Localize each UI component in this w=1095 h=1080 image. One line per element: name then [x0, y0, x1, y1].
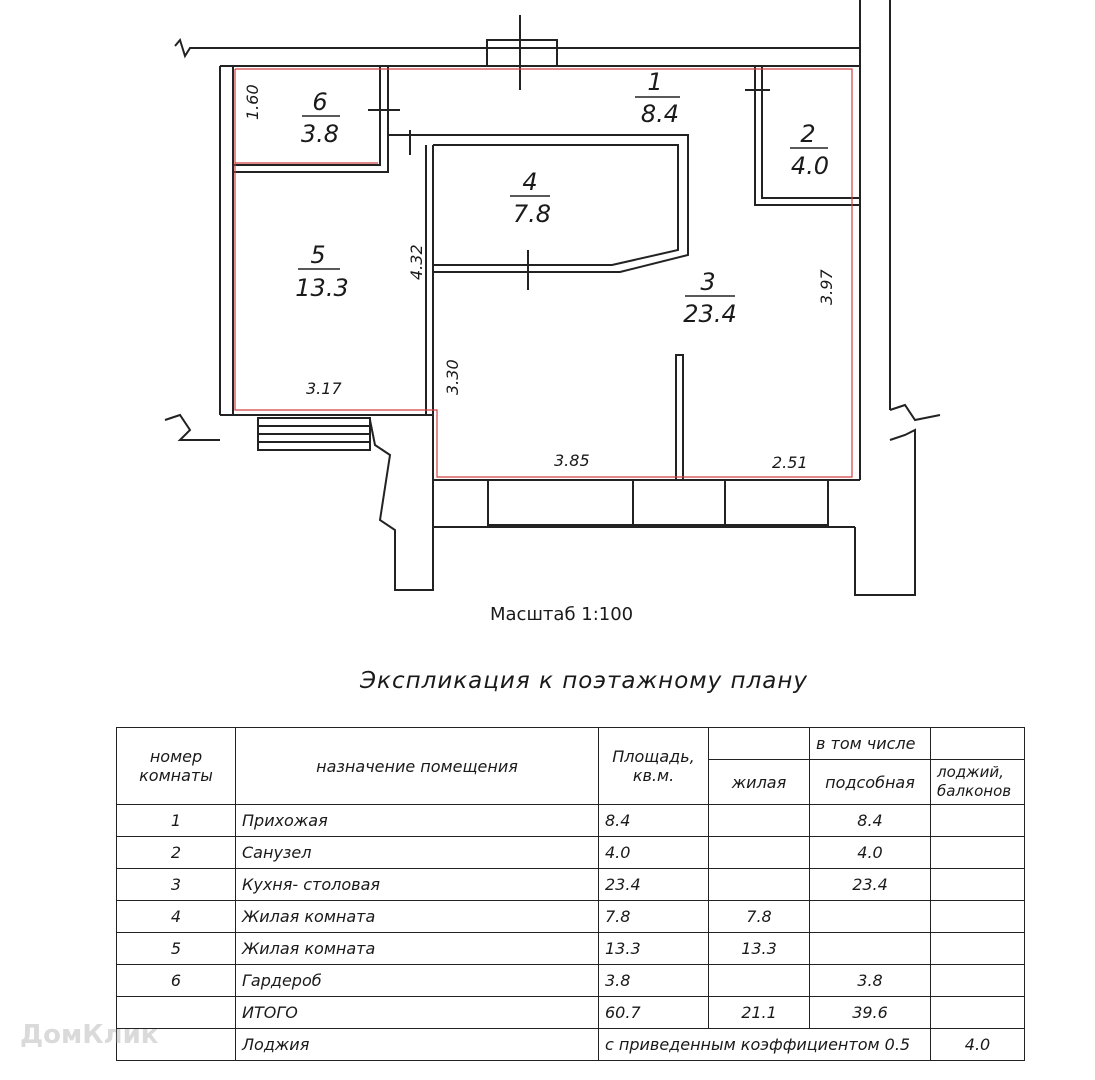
table-row [117, 901, 1025, 933]
cell-living: 7.8 [709, 901, 810, 933]
loggia-label: Лоджия [236, 1029, 599, 1061]
header-purpose: назначение помещения [236, 728, 599, 805]
cell-loggia [931, 837, 1025, 869]
wall-top-outer [175, 40, 860, 56]
cell-num: 2 [117, 837, 236, 869]
cell-name: Жилая комната [236, 901, 599, 933]
cell-aux: 4.0 [810, 837, 931, 869]
cell-living: 13.3 [709, 933, 810, 965]
header-empty [709, 728, 810, 760]
cell-loggia [931, 869, 1025, 901]
table-row [117, 933, 1025, 965]
window-3 [725, 480, 828, 525]
cell-aux: 3.8 [810, 965, 931, 997]
cell-area: 8.4 [599, 805, 709, 837]
cell-loggia [931, 965, 1025, 997]
cell-name: Гардероб [236, 965, 599, 997]
loggia-note: с приведенным коэффициентом 0.5 [599, 1029, 931, 1061]
cell-living [709, 869, 810, 901]
cell-living [709, 805, 810, 837]
room-area-6: 3.8 [300, 120, 340, 148]
wall-bottom-outer [370, 420, 433, 590]
cell-area: 4.0 [599, 837, 709, 869]
cell-num: 6 [117, 965, 236, 997]
plan-scale: Масштаб 1:100 [490, 604, 634, 625]
dim-3-30: 3.30 [443, 359, 462, 395]
dim-2-51: 2.51 [772, 453, 808, 472]
table-header-row-1 [117, 728, 1025, 760]
header-including: в том числе [810, 728, 931, 760]
cell-aux: 8.4 [810, 805, 931, 837]
wall-opening-top [487, 40, 557, 66]
total-aux: 39.6 [810, 997, 931, 1029]
room-area-1: 8.4 [640, 100, 680, 128]
cell-loggia [931, 901, 1025, 933]
watermark-text: ДомКлик [20, 1020, 159, 1050]
room-num-2: 2 [800, 120, 816, 148]
window-1 [488, 480, 633, 525]
table-row [117, 837, 1025, 869]
cell-empty [931, 997, 1025, 1029]
dim-3-85: 3.85 [554, 451, 590, 470]
cell-name: Прихожая [236, 805, 599, 837]
loggia-value: 4.0 [931, 1029, 1025, 1061]
table-row [117, 869, 1025, 901]
header-living: жилая [709, 760, 810, 805]
kitchen-partition [676, 355, 683, 480]
loggia-row [117, 1029, 1025, 1061]
header-auxiliary: подсобная [810, 760, 931, 805]
cell-num: 4 [117, 901, 236, 933]
room-area-2: 4.0 [790, 152, 830, 180]
cell-name: Жилая комната [236, 933, 599, 965]
cell-name: Кухня- столовая [236, 869, 599, 901]
dim-3-97: 3.97 [817, 269, 836, 305]
cell-num: 5 [117, 933, 236, 965]
wall-loggia-break [165, 415, 220, 440]
room-area-4: 7.8 [512, 200, 552, 228]
cell-living [709, 837, 810, 869]
cell-aux [810, 901, 931, 933]
wall-room4-inner [433, 145, 678, 265]
header-loggias: лоджий, балконов [931, 760, 1025, 805]
cell-loggia [931, 805, 1025, 837]
room-num-4: 4 [522, 168, 538, 196]
room-area-5: 13.3 [295, 274, 349, 302]
window-2 [633, 480, 725, 525]
room-num-1: 1 [647, 68, 663, 96]
cell-num: 3 [117, 869, 236, 901]
cell-name: Санузел [236, 837, 599, 869]
cell-area: 3.8 [599, 965, 709, 997]
cell-living [709, 965, 810, 997]
dim-3-17: 3.17 [306, 379, 342, 398]
room-num-3: 3 [700, 268, 716, 296]
cell-aux: 23.4 [810, 869, 931, 901]
room-area-3: 23.4 [683, 300, 737, 328]
explication-table [116, 727, 1025, 1061]
header-room-number: номер комнаты [117, 728, 236, 805]
room-num-5: 5 [310, 241, 326, 269]
wall-right-break [890, 405, 940, 420]
wall-right-lower [855, 430, 915, 595]
dim-1-60: 1.60 [243, 84, 262, 120]
total-living: 21.1 [709, 997, 810, 1029]
explication-title: Экспликация к поэтажному плану [360, 668, 809, 694]
total-area: 60.7 [599, 997, 709, 1029]
total-row [117, 997, 1025, 1029]
total-label: ИТОГО [236, 997, 599, 1029]
room-num-6: 6 [312, 88, 328, 116]
cell-area: 23.4 [599, 869, 709, 901]
header-area: Площадь, кв.м. [599, 728, 709, 805]
cell-area: 7.8 [599, 901, 709, 933]
dim-4-32: 4.32 [407, 244, 426, 280]
cell-aux [810, 933, 931, 965]
cell-area: 13.3 [599, 933, 709, 965]
table-row [117, 805, 1025, 837]
header-empty-2 [931, 728, 1025, 760]
table-row [117, 965, 1025, 997]
cell-loggia [931, 933, 1025, 965]
cell-num: 1 [117, 805, 236, 837]
